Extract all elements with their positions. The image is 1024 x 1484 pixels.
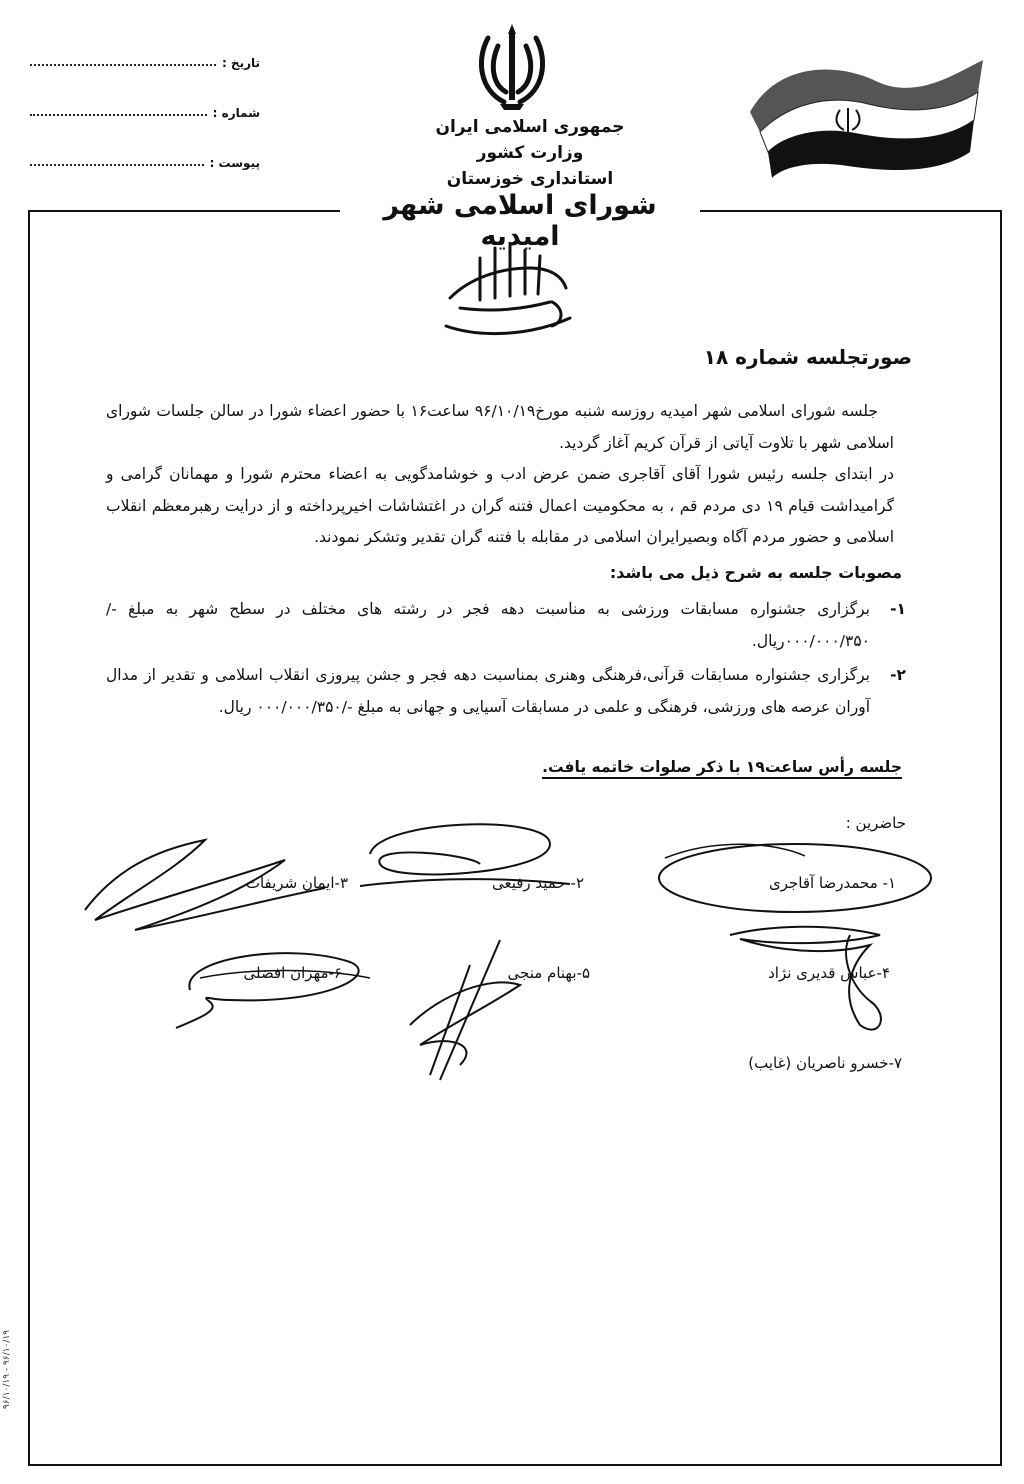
- iran-flag-icon: [748, 52, 988, 182]
- signature-3: [75, 830, 335, 940]
- approval-text: برگزاری جشنواره مسابقات قرآنی،فرهنگی وهنری بمناسبت دهه فجر و جشن پیروزی انقلاب اسلامی و تقدیر از مدال آوران عرصه های ورزشی، فرهنگی و علمی در مسابقات آسیایی و جهانی به مبلغ -/۰۰۰/۰۰۰/۳۵۰ ریال.: [106, 666, 870, 716]
- date-field: [30, 50, 260, 70]
- number-dotted-line: [30, 113, 207, 116]
- date-dotted-line: [30, 63, 216, 66]
- minutes-title: صورتجلسه شماره ۱۸: [703, 345, 912, 369]
- approval-text: برگزاری جشنواره مسابقات ورزشی به مناسبت دهه فجر در رشته های مختلف در سطح شهر به مبلغ -/۰۰۰/۰۰۰/۳۵۰ریال.: [106, 600, 870, 650]
- signature-5: [400, 935, 530, 1085]
- council-title: شورای اسلامی شهر امیدیه: [340, 190, 700, 252]
- number-field: [30, 100, 260, 120]
- bismillah-calligraphy: [440, 238, 580, 338]
- government-line-3: استانداری خوزستان: [446, 169, 614, 189]
- signature-6: [170, 938, 380, 1034]
- signature-2: [350, 814, 580, 904]
- approval-number: ۲-: [890, 666, 906, 684]
- title-rule-left: [28, 210, 340, 212]
- government-line-2: وزارت کشور: [476, 143, 584, 163]
- attendee-7: ۷-خسرو ناصریان (غایب): [748, 1054, 902, 1072]
- government-header: [380, 114, 680, 192]
- attendee-6: ۶-مهران افضلی: [243, 964, 342, 982]
- approval-item-2: [106, 660, 906, 723]
- attendee-3: ۳-ایمان شریفات: [245, 874, 348, 892]
- attendee-1: ۱- محمدرضا آقاجری: [768, 874, 896, 892]
- approval-number: ۱-: [890, 600, 906, 618]
- government-line-1: جمهوری اسلامی ایران: [435, 117, 625, 137]
- title-rule-right: [700, 210, 1002, 212]
- number-label: شماره :: [212, 106, 260, 120]
- minutes-body: [106, 396, 894, 554]
- paragraph-opening: جلسه شورای اسلامی شهر امیدیه روزسه شنبه مورخ۹۶/۱۰/۱۹ ساعت۱۶ با حضور اعضاء شورا در سالن جلسات شورای اسلامی شهر با تلاوت آیاتی از قرآن کریم آغاز گردید.: [106, 402, 894, 452]
- paragraph-chairman: در ابتدای جلسه رئیس شورا آقای آقاجری ضمن عرض ادب و خوشامدگویی به اعضاء محترم شورا و مهمانان گرامی و گرامیداشت قیام ۱۹ دی مردم قم ، به محکومیت اعمال فتنه گران در اغتشاشات اخیرپرداخته و از درایت رهبرمعظم انقلاب اسلامی و حضور مردم آگاه وبصیرایران اسلامی در مقابله با فتنه گران تقدیر وتشکر نمودند.: [106, 465, 894, 546]
- attachment-label: پیوست :: [209, 156, 260, 170]
- attachment-dotted-line: [30, 163, 204, 166]
- approval-item-1: [106, 594, 906, 657]
- attendee-2: ۲- حمید رفیعی: [491, 874, 584, 892]
- closing-statement: جلسه رأس ساعت۱۹ با ذکر صلوات خاتمه یافت.: [542, 758, 902, 779]
- attendee-4: ۴-عباس قدیری نژاد: [768, 964, 890, 982]
- date-label: تاریخ :: [221, 56, 260, 70]
- margin-note: ۹۶/۱۰/۱۹ - ۹۶/۱۰/۱۹: [2, 1330, 12, 1410]
- attendee-5: ۵-بهنام منجی: [507, 964, 590, 982]
- attachment-field: [30, 150, 260, 170]
- approvals-title: مصوبات جلسه به شرح ذیل می باشد:: [609, 563, 902, 582]
- signature-4: [720, 905, 900, 1045]
- iran-emblem-icon: [474, 20, 550, 112]
- attendees-label: حاضرین :: [845, 814, 906, 832]
